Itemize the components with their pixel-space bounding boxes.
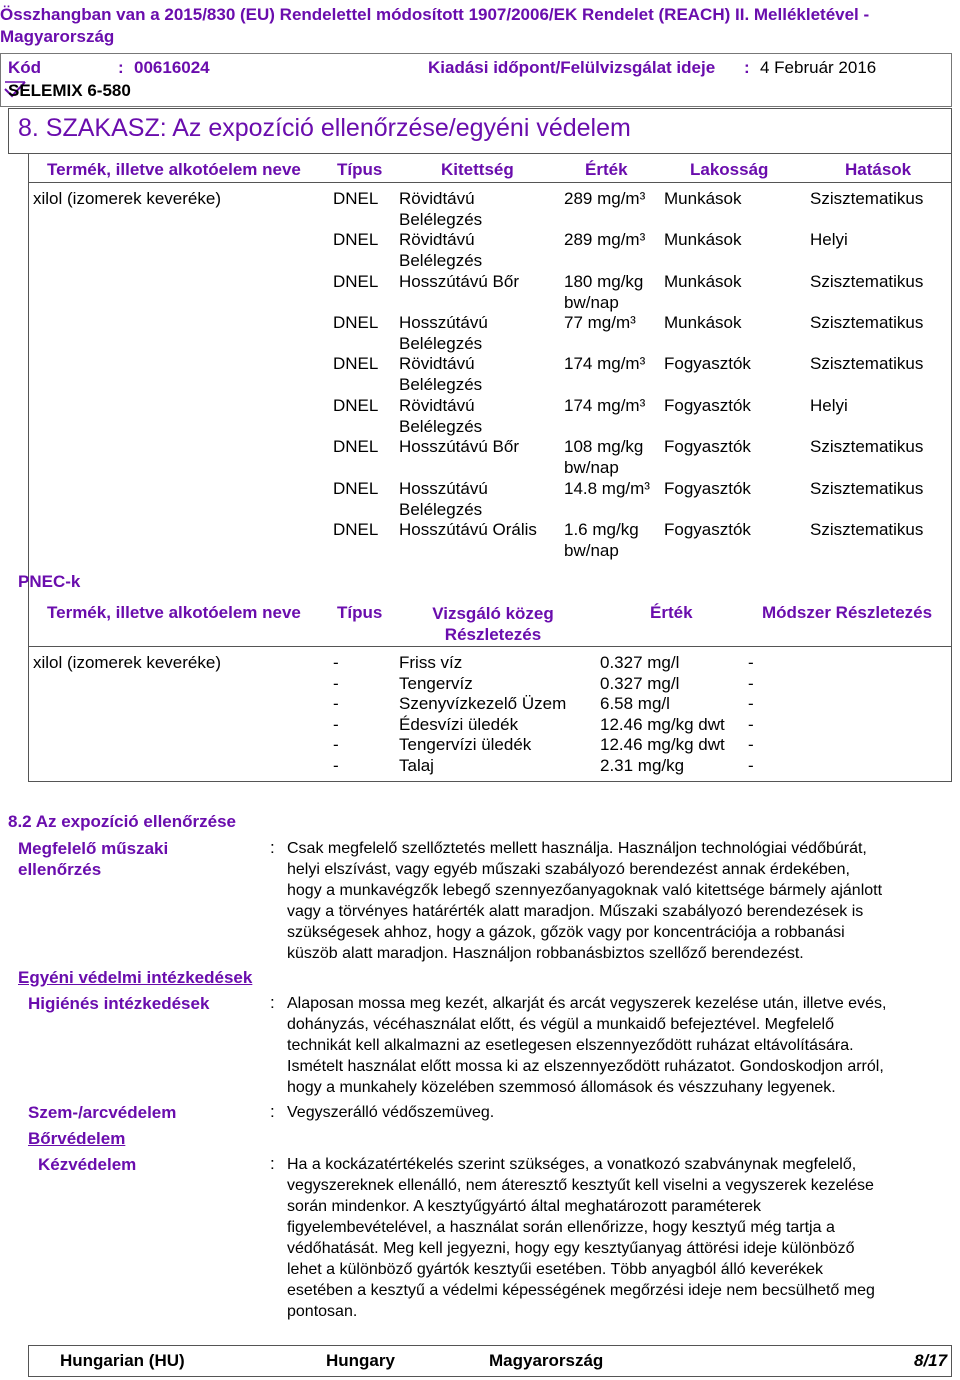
dnel-header-divider: [28, 182, 951, 183]
dnel-population: Munkások: [664, 313, 742, 332]
dnel-value: 108 mg/kg bw/nap: [564, 437, 644, 477]
exposure-control-title: 8.2 Az expozíció ellenőrzése: [8, 812, 237, 831]
hand-protection-label: Kézvédelem: [38, 1155, 137, 1174]
pnec-header-method: Módszer Részletezés: [762, 603, 933, 622]
footer-language: Hungarian (HU): [60, 1351, 185, 1370]
dnel-type: DNEL: [333, 520, 379, 539]
skin-protection-label: Bőrvédelem: [28, 1129, 126, 1148]
kod-label: Kód: [8, 58, 42, 77]
dnel-population: Munkások: [664, 230, 742, 249]
dnel-exposure: Hosszútávú Bőr: [399, 272, 519, 291]
dnel-population: Fogyasztók: [664, 520, 751, 539]
dnel-value: 1.6 mg/kg bw/nap: [564, 520, 639, 560]
dnel-row: [333, 229, 943, 270]
pnec-row: [333, 652, 753, 673]
dnel-exposure: Rövidtávú Belélegzés: [399, 189, 483, 229]
pnec-type: -: [333, 694, 339, 713]
dnel-exposure: Rövidtávú Belélegzés: [399, 354, 483, 394]
dnel-population: Munkások: [664, 272, 742, 291]
dnel-effect: Szisztematikus: [810, 272, 924, 291]
dnel-population: Fogyasztók: [664, 396, 751, 415]
dnel-effect: Szisztematikus: [810, 189, 924, 208]
issue-date-value: 4 Február 2016: [760, 58, 877, 77]
footer-country: Hungary: [326, 1351, 395, 1370]
pnec-row: [333, 693, 753, 714]
dnel-type: DNEL: [333, 396, 379, 415]
dnel-value: 174 mg/m³: [564, 354, 646, 373]
pnec-value: 12.46 mg/kg dwt: [600, 735, 725, 754]
dnel-population: Fogyasztók: [664, 437, 751, 456]
pnec-row: [333, 714, 753, 735]
pnec-type: -: [333, 756, 339, 775]
kod-colon: :: [118, 58, 124, 77]
pnec-medium: Tengervíz: [399, 674, 473, 693]
pnec-label: PNEC-k: [18, 572, 81, 591]
pnec-header-divider: [28, 646, 951, 647]
pnec-method: -: [748, 756, 754, 775]
dnel-value: 180 mg/kg bw/nap: [564, 272, 644, 312]
dnel-header-population: Lakosság: [690, 160, 769, 179]
dnel-type: DNEL: [333, 189, 379, 208]
dnel-substance-name: xilol (izomerek keveréke): [33, 189, 221, 208]
footer-page-number: 8/17: [914, 1351, 948, 1370]
pnec-row: [333, 734, 753, 755]
dnel-type: DNEL: [333, 437, 379, 456]
product-name: SELEMIX 6-580: [8, 81, 131, 100]
pnec-type: -: [333, 653, 339, 672]
dnel-exposure: Hosszútávú Belélegzés: [399, 479, 488, 519]
dnel-type: DNEL: [333, 313, 379, 332]
dnel-header-value: Érték: [585, 160, 628, 179]
pnec-medium: Talaj: [399, 756, 434, 775]
dnel-type: DNEL: [333, 354, 379, 373]
pnec-value: 0.327 mg/l: [600, 653, 680, 672]
dnel-row: [333, 312, 943, 353]
dnel-population: Fogyasztók: [664, 479, 751, 498]
dnel-effect: Szisztematikus: [810, 354, 924, 373]
pnec-type: -: [333, 715, 339, 734]
pnec-medium: Szenyvízkezelő Üzem: [399, 694, 567, 713]
dnel-value: 174 mg/m³: [564, 396, 646, 415]
pnec-row: [333, 755, 753, 776]
dnel-population: Munkások: [664, 189, 742, 208]
issue-date-colon: :: [744, 58, 750, 77]
pnec-header-value: Érték: [650, 603, 693, 622]
individual-protection-label: Egyéni védelmi intézkedések: [18, 968, 253, 987]
dnel-row: [333, 519, 943, 560]
engineering-control-label: Megfelelő műszaki ellenőrzés: [18, 839, 169, 879]
pnec-method: -: [748, 653, 754, 672]
dnel-effect: Szisztematikus: [810, 313, 924, 332]
hygiene-text: Alaposan mossa meg kezét, alkarját és arcát vegyszerek kezelése után, illetve evés, dohányzás, vécéhasználat előtt, és végül a munkaidő befejeztével. Megfelelő technikát kell alkalmazni az esetlegesen elszennyeződött ruházat eltávolítására. Ismételt használat előtt mossa ki az elszennyeződött ruházatot. Gondoskodjon arról, hogy a munkahely közelében szemmosó állomások és vészzuhany legyenek.: [287, 995, 887, 1096]
pnec-medium: Édesvízi üledék: [399, 715, 519, 734]
pnec-header-name: Termék, illetve alkotóelem neve: [47, 603, 301, 622]
dnel-row: [333, 478, 943, 519]
dnel-exposure: Hosszútávú Belélegzés: [399, 313, 488, 353]
pnec-substance-name: xilol (izomerek keveréke): [33, 653, 221, 672]
dnel-row: [333, 188, 943, 229]
pnec-medium: Friss víz: [399, 653, 463, 672]
dnel-effect: Szisztematikus: [810, 479, 924, 498]
eye-protection-label: Szem-/arcvédelem: [28, 1103, 177, 1122]
pnec-method: -: [748, 674, 754, 693]
dnel-row: [333, 395, 943, 436]
dnel-value: 14.8 mg/m³: [564, 479, 650, 498]
pnec-method: -: [748, 715, 754, 734]
engineering-control-text: Csak megfelelő szellőztetés mellett használja. Használjon technológiai védőbúrát, helyi elszívást, vagy egyéb műszaki szabályozó berendezést annak érdekében, hogy a munkavégzők lebegő szennyezőanyagoknak való kitettsége bármely ajánlott vagy a törvényes határérték alatt maradjon. Műszaki szabályozó berendezések is szükségesek ahhoz, hogy a gázok, gőzök vagy por koncentrációja a robbanási küszöb alatt maradjon. Használjon robbanásbiztos szellőző berendezést.: [287, 840, 883, 962]
dnel-type: DNEL: [333, 230, 379, 249]
pnec-type: -: [333, 735, 339, 754]
pnec-value: 12.46 mg/kg dwt: [600, 715, 725, 734]
dnel-effect: Helyi: [810, 396, 848, 415]
pnec-value: 2.31 mg/kg: [600, 756, 685, 775]
dnel-value: 289 mg/m³: [564, 189, 646, 208]
dnel-effect: Szisztematikus: [810, 520, 924, 539]
dnel-exposure: Hosszútávú Bőr: [399, 437, 519, 456]
pnec-header-type: Típus: [337, 603, 383, 622]
issue-date-label: Kiadási időpont/Felülvizsgálat ideje: [428, 58, 716, 77]
pnec-value: 0.327 mg/l: [600, 674, 680, 693]
dnel-header-effect: Hatások: [845, 160, 912, 179]
pnec-method: -: [748, 694, 754, 713]
dnel-exposure: Rövidtávú Belélegzés: [399, 230, 483, 270]
engineering-colon: :: [270, 838, 275, 857]
dnel-value: 77 mg/m³: [564, 313, 636, 332]
hand-protection-text: Ha a kockázatértékelés szerint szükséges, a vonatkozó szabványnak megfelelő, vegyszereknek ellenálló, nem áteresztő kesztyűt kell viselni a vegyszerek kezelése során mindenkor. A kesztyűgyártó által meghatározott paraméterek figyelembevételével, a használat során ellenőrizze, hogy kesztyű még tartja a védőhatását. Meg kell jegyezni, hogy egy kesztyűanyag áttörési ideje különböző lehet a különböző gyártók kesztyűi esetében. Több anyagból álló keverékek esetében a kesztyű a védelmi képességének megőrzési ideje nem becsülhető meg pontosan.: [287, 1156, 875, 1320]
eye-protection-text: Vegyszerálló védőszemüveg.: [287, 1104, 495, 1121]
dnel-header-exposure: Kitettség: [441, 160, 514, 179]
dnel-effect: Szisztematikus: [810, 437, 924, 456]
dnel-row: [333, 271, 943, 312]
dnel-exposure: Hosszútávú Orális: [399, 520, 537, 539]
hand-colon: :: [270, 1154, 275, 1173]
dnel-type: DNEL: [333, 272, 379, 291]
dnel-population: Fogyasztók: [664, 354, 751, 373]
section-title: 8. SZAKASZ: Az expozíció ellenőrzése/egyéni védelem: [18, 114, 631, 142]
footer-country-local: Magyarország: [489, 1351, 604, 1370]
dnel-header-name: Termék, illetve alkotóelem neve: [47, 160, 301, 179]
document-header-title: Összhangban van a 2015/830 (EU) Rendelettel módosított 1907/2006/EK Rendelet (REACH) II. Mellékletével - Magyarország: [0, 5, 870, 46]
pnec-header-medium: Vizsgáló közeg Részletezés: [432, 604, 554, 644]
eye-colon: :: [270, 1102, 275, 1121]
hygiene-label: Higiénés intézkedések: [28, 994, 210, 1013]
pnec-method: -: [748, 735, 754, 754]
dnel-exposure: Rövidtávú Belélegzés: [399, 396, 483, 436]
dnel-value: 289 mg/m³: [564, 230, 646, 249]
pnec-row: [333, 673, 753, 694]
kod-value: 00616024: [134, 58, 210, 77]
dnel-header-type: Típus: [337, 160, 383, 179]
dnel-row: [333, 436, 943, 477]
pnec-type: -: [333, 674, 339, 693]
hygiene-colon: :: [270, 993, 275, 1012]
dnel-type: DNEL: [333, 479, 379, 498]
pnec-medium: Tengervízi üledék: [399, 735, 532, 754]
dnel-row: [333, 353, 943, 394]
pnec-value: 6.58 mg/l: [600, 694, 670, 713]
dnel-effect: Helyi: [810, 230, 848, 249]
